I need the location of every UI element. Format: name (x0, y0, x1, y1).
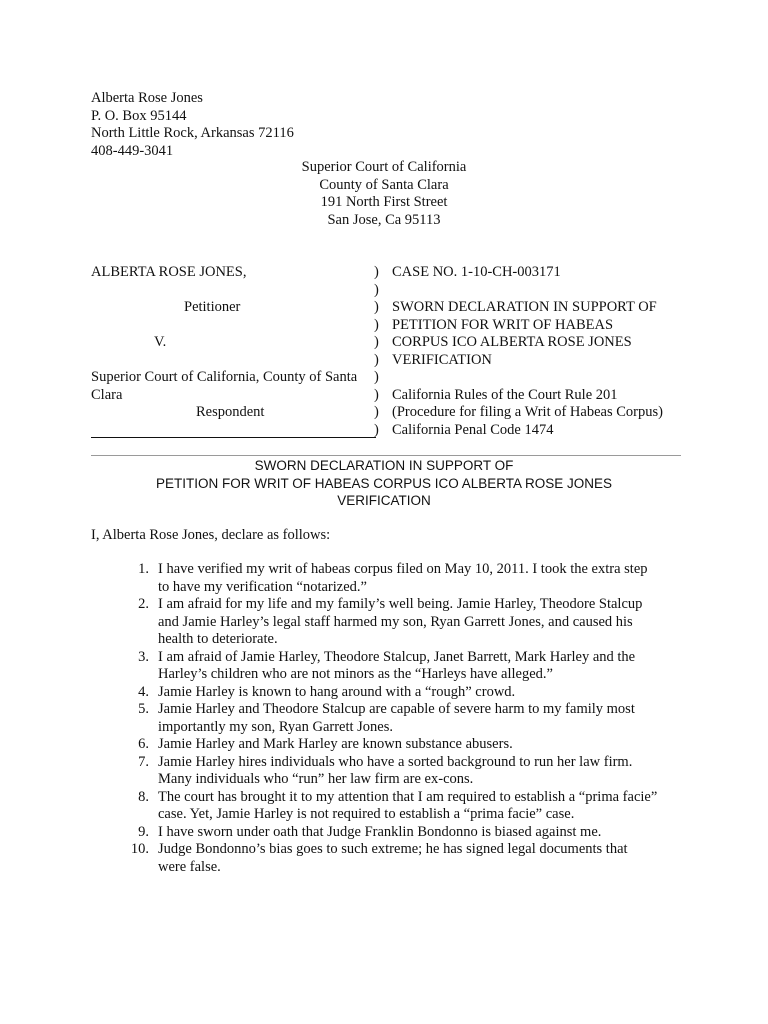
item-text: Jamie Harley and Mark Harley are known substance abusers. (158, 736, 513, 752)
item-text: Judge Bondonno’s bias goes to such extreme; he has signed legal documents that (158, 841, 628, 857)
item-text: importantly my son, Ryan Garrett Jones. (158, 718, 394, 735)
court-address-block (0, 159, 768, 229)
rule-reference-3: California Penal Code 1474 (392, 421, 554, 438)
versus-label: V. (154, 334, 167, 350)
list-item (91, 754, 691, 789)
caption-underline (91, 437, 376, 438)
item-text: Harley’s children who are not minors as the “Harleys have alleged.” (158, 666, 553, 682)
court-street: 191 North First Street (320, 194, 448, 210)
declaration-intro: I, Alberta Rose Jones, declare as follows: (91, 527, 331, 543)
court-city: San Jose, Ca 95113 (327, 211, 441, 228)
rule-reference-1: California Rules of the Court Rule 201 (392, 386, 618, 403)
list-item (91, 684, 691, 702)
item-number: 5. (138, 701, 149, 717)
respondent-label: Respondent (196, 404, 265, 420)
court-county: County of Santa Clara (319, 176, 449, 193)
declaration-list (91, 561, 691, 876)
list-item (91, 649, 691, 684)
item-text: Many individuals who “run” her law firm are ex-cons. (158, 771, 474, 787)
rule-reference-2: (Procedure for filing a Writ of Habeas Corpus) (392, 404, 663, 420)
item-number: 4. (138, 683, 149, 700)
item-number: 9. (138, 823, 149, 840)
sender-address-block (91, 90, 294, 160)
sender-city: North Little Rock, Arkansas 72116 (91, 125, 294, 141)
item-number: 6. (138, 736, 149, 752)
list-item (91, 736, 691, 754)
list-item (91, 561, 691, 596)
document-title (0, 457, 768, 510)
list-item (91, 789, 691, 824)
respondent-name-line1: Superior Court of California, County of Santa (91, 369, 358, 385)
item-number: 1. (138, 561, 149, 577)
caption-doc-title-3: CORPUS ICO ALBERTA ROSE JONES (392, 334, 632, 350)
caption-paren: ) (374, 386, 379, 403)
caption-doc-title-4: VERIFICATION (392, 351, 492, 368)
caption-paren: ) (374, 281, 379, 298)
item-text: case. Yet, Jamie Harley is not required to establish a “prima facie” case. (158, 806, 575, 822)
item-text: I am afraid for my life and my family’s well being. Jamie Harley, Theodore Stalcup (158, 596, 643, 612)
item-text: Jamie Harley hires individuals who have a sorted background to run her law firm. (158, 753, 633, 770)
plaintiff-name: ALBERTA ROSE JONES, (91, 264, 247, 280)
sender-po-box: P. O. Box 95144 (91, 107, 187, 124)
respondent-name-line2: Clara (91, 386, 123, 403)
item-number: 7. (138, 753, 149, 770)
caption-paren: ) (374, 404, 379, 420)
sender-phone: 408-449-3041 (91, 142, 174, 159)
item-number: 2. (138, 596, 149, 612)
item-number: 10. (130, 841, 149, 857)
caption-paren: ) (374, 299, 379, 315)
document-title-line2: PETITION FOR WRIT OF HABEAS CORPUS ICO ALBERTA ROSE JONES (155, 475, 613, 491)
item-text: Jamie Harley and Theodore Stalcup are capable of severe harm to my family most (158, 701, 635, 717)
item-text: The court has brought it to my attention that I am required to establish a “prima facie” (158, 788, 658, 805)
caption-parties (91, 264, 376, 422)
list-item (91, 701, 691, 736)
item-text: to have my verification “notarized.” (158, 578, 367, 595)
item-number: 8. (138, 788, 149, 805)
court-name: Superior Court of California (301, 159, 467, 175)
list-item (91, 596, 691, 649)
caption-paren: ) (374, 351, 379, 368)
caption-paren-column (374, 264, 379, 439)
sender-name: Alberta Rose Jones (91, 90, 203, 106)
case-number: CASE NO. 1-10-CH-003171 (392, 264, 561, 280)
caption-doc-title-1: SWORN DECLARATION IN SUPPORT OF (392, 299, 657, 315)
caption-case-info (392, 264, 692, 439)
item-number: 3. (138, 648, 149, 665)
caption-paren: ) (374, 369, 379, 385)
caption-paren: ) (374, 264, 379, 280)
section-divider (91, 455, 681, 456)
item-text: health to deteriorate. (158, 631, 278, 647)
document-title-line3: VERIFICATION (337, 493, 431, 508)
item-text: Jamie Harley is known to hang around with a “rough” crowd. (158, 683, 516, 700)
item-text: and Jamie Harley’s legal staff harmed my son, Ryan Garrett Jones, and caused his (158, 613, 633, 630)
item-text: I have verified my writ of habeas corpus filed on May 10, 2011. I took the extra step (158, 561, 648, 577)
item-text: I am afraid of Jamie Harley, Theodore Stalcup, Janet Barrett, Mark Harley and the (158, 648, 636, 665)
caption-paren: ) (374, 316, 379, 333)
list-item (91, 841, 691, 876)
list-item (91, 824, 691, 842)
caption-paren: ) (374, 421, 379, 438)
item-text: I have sworn under oath that Judge Franklin Bondonno is biased against me. (158, 823, 602, 840)
caption-doc-title-2: PETITION FOR WRIT OF HABEAS (392, 316, 614, 333)
caption-paren: ) (374, 334, 379, 350)
petitioner-label: Petitioner (184, 299, 241, 315)
document-title-line1: SWORN DECLARATION IN SUPPORT OF (254, 458, 514, 473)
item-text: were false. (158, 858, 221, 875)
